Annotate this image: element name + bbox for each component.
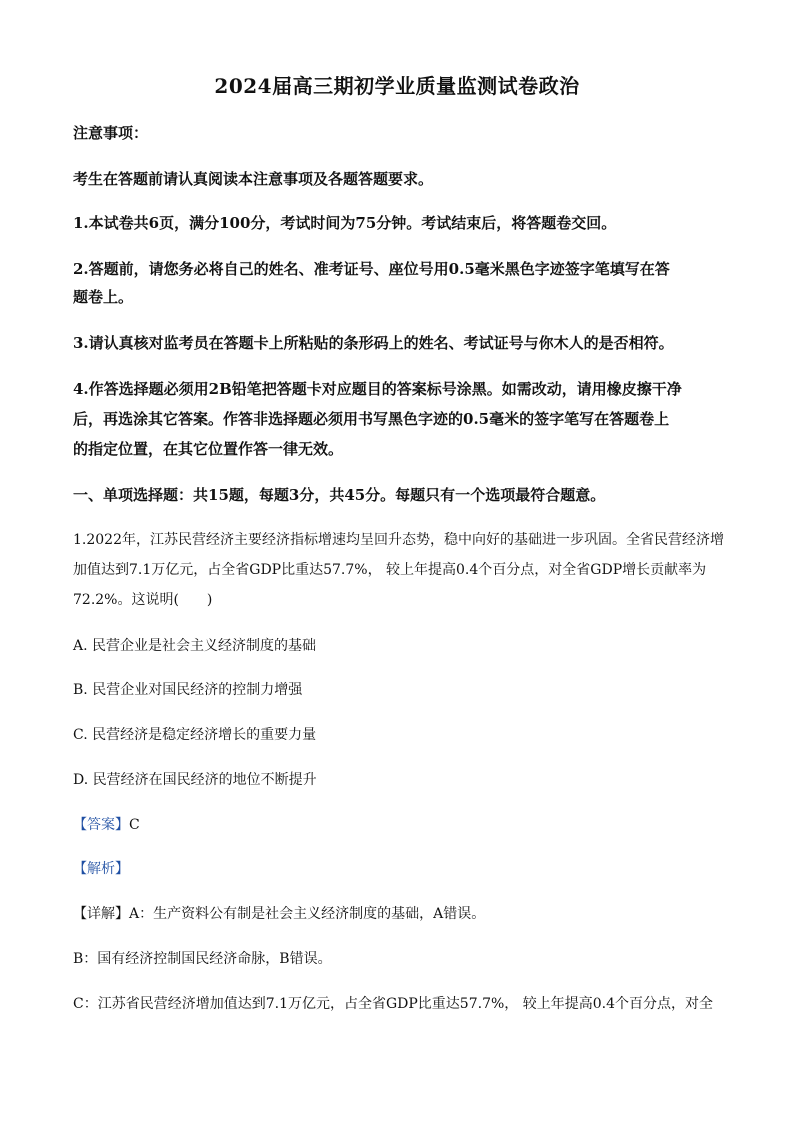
notice-item-2-cont: 题卷上。 <box>73 288 134 306</box>
notice-intro: 考生在答题前请认真阅读本注意事项及各题答题要求。 <box>73 170 434 188</box>
answer-value: C <box>129 817 140 833</box>
option-c: C. 民营经济是稳定经济增长的重要力量 <box>73 727 317 743</box>
answer-line <box>73 814 723 834</box>
notice-heading: 注意事项： <box>73 124 149 142</box>
analysis-line <box>73 858 723 878</box>
detail-line-1 <box>73 903 723 923</box>
analysis-label: 【解析】 <box>73 861 129 877</box>
answer-label: 【答案】 <box>73 817 129 833</box>
section-heading: 一、单项选择题：共15题，每题3分，共45分。每题只有一个选项最符合题意。 <box>73 486 606 504</box>
question-line-3: 72.2%。这说明( ) <box>73 592 213 608</box>
notice-item-4-cont: 后，再选涂其它答案。作答非选择题必须用书写黑色字迹的0.5毫米的签字笔写在答题卷上 <box>73 410 670 428</box>
notice-item-2: 2.答题前，请您务必将自己的姓名、准考证号、座位号用0.5毫米黑色字迹签字笔填写在答 <box>73 260 670 278</box>
option-d: D. 民营经济在国民经济的地位不断提升 <box>73 772 317 788</box>
detail-line-2: B：国有经济控制国民经济命脉，B错误。 <box>73 951 332 967</box>
option-a: A. 民营企业是社会主义经济制度的基础 <box>73 638 317 654</box>
question-line-1: 1.2022年，江苏民营经济主要经济指标增速均呈回升态势，稳中向好的基础进一步巩固。全省民营经济增 <box>73 532 724 548</box>
notice-item-1: 1.本试卷共6页，满分100分，考试时间为75分钟。考试结束后，将答题卷交回。 <box>73 214 617 232</box>
option-b: B. 民营企业对国民经济的控制力增强 <box>73 682 303 698</box>
detail-label: 【详解】 <box>73 906 129 922</box>
question-line-2: 加值达到7.1万亿元，占全省GDP比重达57.7%， 较上年提高0.4个百分点，对全省GDP增长贡献率为 <box>73 562 707 578</box>
notice-item-3: 3.请认真核对监考员在答题卡上所粘贴的条形码上的姓名、考试证号与你木人的是否相符。 <box>73 334 674 352</box>
detail-line-3: C：江苏省民营经济增加值达到7.1万亿元，占全省GDP比重达57.7%， 较上年提高0.4个百分点，对全 <box>73 996 713 1012</box>
page-title: 2024届高三期初学业质量监测试卷政治 <box>214 74 580 98</box>
notice-item-4-cont2: 的指定位置，在其它位置作答一律无效。 <box>73 440 344 458</box>
detail-text-a: A：生产资料公有制是社会主义经济制度的基础，A错误。 <box>129 906 486 922</box>
notice-item-4: 4.作答选择题必须用2B铅笔把答题卡对应题目的答案标号涂黑。如需改动，请用橡皮擦干净 <box>73 380 682 398</box>
